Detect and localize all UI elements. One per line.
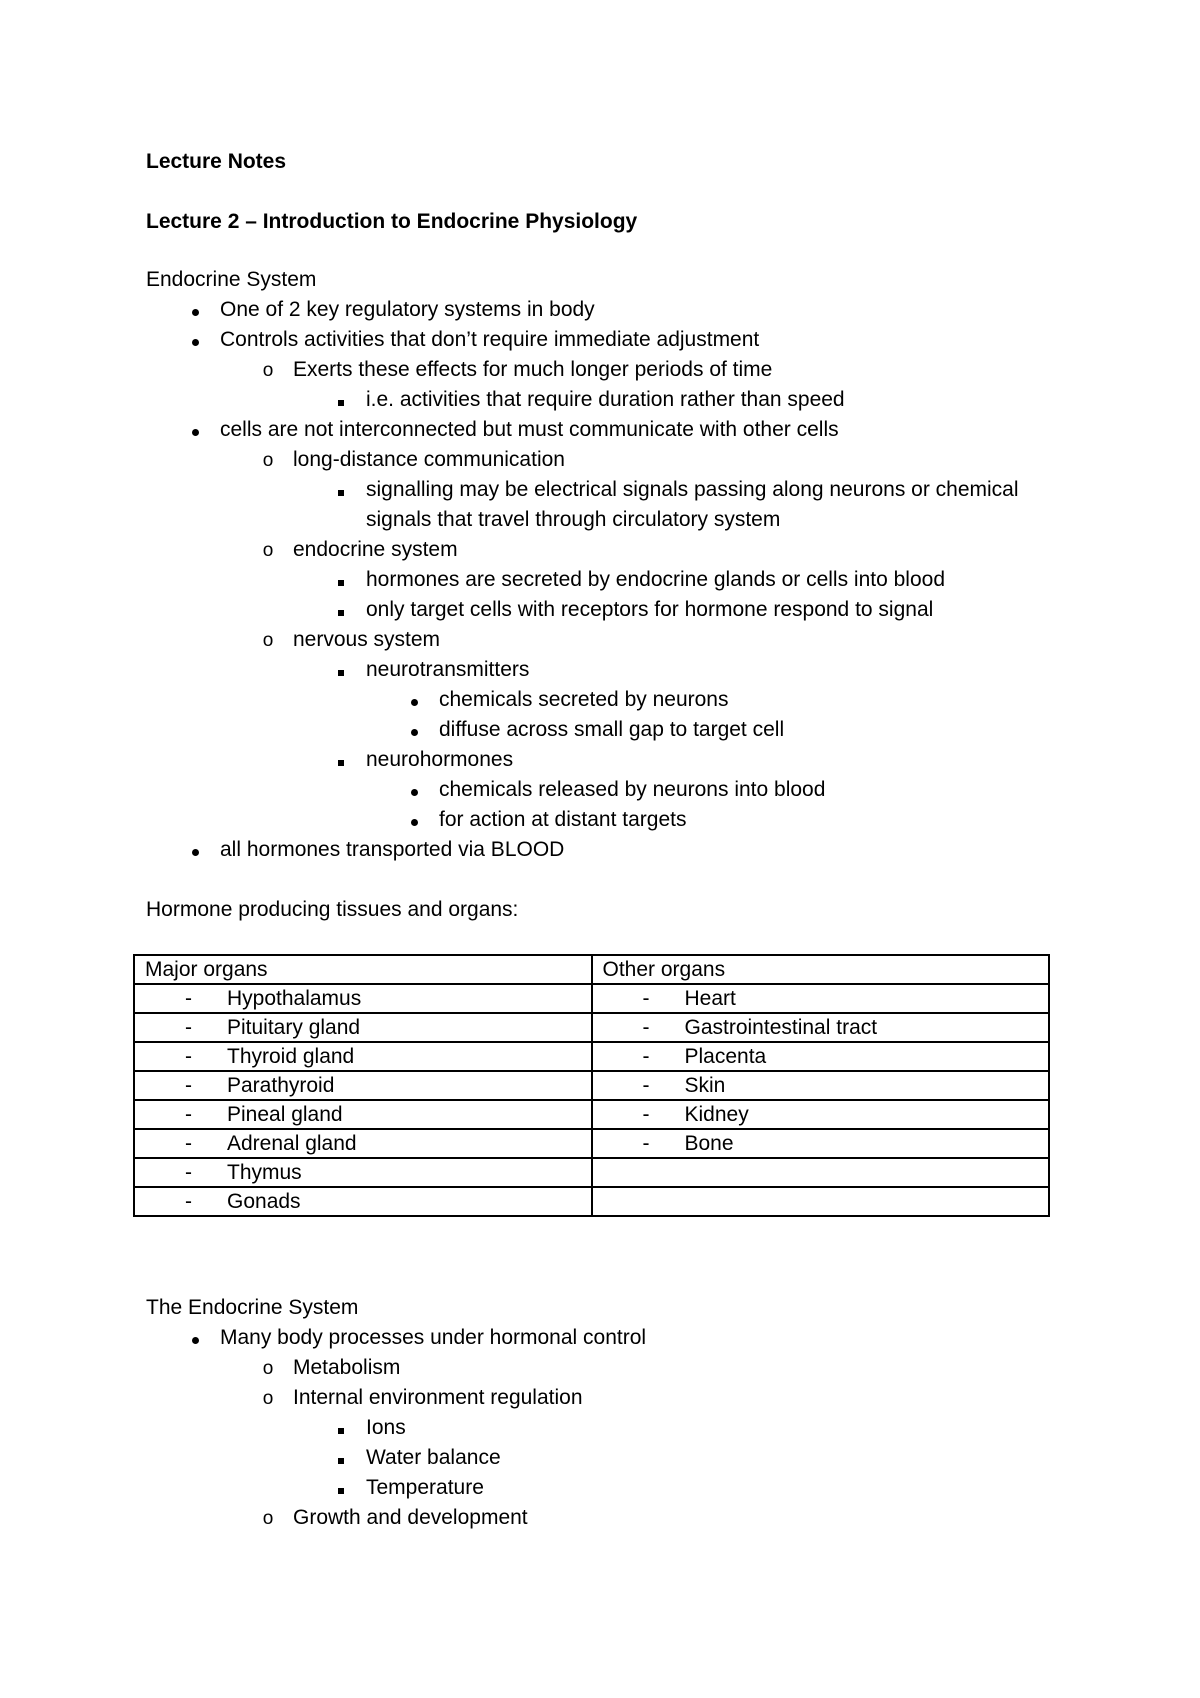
list-item: i.e. activities that require duration rather than speed	[329, 385, 1079, 415]
table-row	[134, 1158, 1049, 1187]
table-row	[134, 1071, 1049, 1100]
organs-table	[133, 954, 1050, 1217]
table-cell: - Thyroid gland	[134, 1042, 592, 1071]
list-item: neurohormones	[329, 745, 1079, 775]
table-row	[134, 1100, 1049, 1129]
bullet-square-icon	[329, 565, 353, 595]
bullet-disc-icon	[183, 325, 207, 355]
list-item: o endocrine system	[256, 535, 1076, 565]
bullet-square-icon	[329, 1443, 353, 1473]
bullet-disc-icon	[183, 295, 207, 325]
bullet-disc-icon	[183, 835, 207, 865]
list-item: chemicals secreted by neurons	[402, 685, 1082, 715]
list-item: o Internal environment regulation	[256, 1383, 1076, 1413]
table-row	[134, 1042, 1049, 1071]
list-item: Temperature	[329, 1473, 1079, 1503]
bullet-disc-icon	[402, 685, 426, 715]
bullet-circle-icon: o	[262, 450, 274, 471]
list-item-continuation: signals that travel through circulatory system	[366, 508, 781, 531]
list-item: diffuse across small gap to target cell	[402, 715, 1082, 745]
list-item: signalling may be electrical signals passing along neurons or chemical	[329, 475, 1079, 505]
table-header-row	[134, 955, 1049, 984]
table-cell: - Adrenal gland	[134, 1129, 592, 1158]
list-item: chemicals released by neurons into blood	[402, 775, 1082, 805]
table-cell-empty	[592, 1158, 1050, 1187]
list-item: only target cells with receptors for hormone respond to signal	[329, 595, 1079, 625]
bullet-square-icon	[329, 655, 353, 685]
list-item: o Growth and development	[256, 1503, 1076, 1533]
column-header-other: Other organs	[592, 955, 1050, 984]
table-cell-empty	[592, 1187, 1050, 1216]
section-title-the-endocrine-system: The Endocrine System	[146, 1296, 359, 1319]
table-row	[134, 1013, 1049, 1042]
table-cell: - Hypothalamus	[134, 984, 592, 1013]
list-item: o Metabolism	[256, 1353, 1076, 1383]
table-cell: - Gonads	[134, 1187, 592, 1216]
bullet-disc-icon	[402, 805, 426, 835]
bullet-circle-icon: o	[262, 1508, 274, 1529]
table-row	[134, 1187, 1049, 1216]
doc-heading: Lecture Notes	[146, 150, 287, 173]
table-cell: - Parathyroid	[134, 1071, 592, 1100]
list-item: hormones are secreted by endocrine glands or cells into blood	[329, 565, 1079, 595]
bullet-circle-icon: o	[262, 1388, 274, 1409]
list-item: o Exerts these effects for much longer periods of time	[256, 355, 1076, 385]
bullet-square-icon	[329, 1473, 353, 1503]
bullet-square-icon	[329, 595, 353, 625]
list-item: One of 2 key regulatory systems in body	[183, 295, 1083, 325]
table-cell: - Pineal gland	[134, 1100, 592, 1129]
table-row	[134, 1129, 1049, 1158]
table-cell: - Thymus	[134, 1158, 592, 1187]
list-item: o long-distance communication	[256, 445, 1076, 475]
bullet-square-icon	[329, 745, 353, 775]
table-cell: - Bone	[592, 1129, 1050, 1158]
table-cell: - Pituitary gland	[134, 1013, 592, 1042]
list-item: o nervous system	[256, 625, 1076, 655]
column-header-major: Major organs	[134, 955, 592, 984]
table-cell: - Kidney	[592, 1100, 1050, 1129]
bullet-disc-icon	[183, 415, 207, 445]
section-title-tissues: Hormone producing tissues and organs:	[146, 898, 519, 921]
bullet-square-icon	[329, 385, 353, 415]
bullet-circle-icon: o	[262, 630, 274, 651]
bullet-square-icon	[329, 475, 353, 505]
table-row	[134, 984, 1049, 1013]
list-item: cells are not interconnected but must communicate with other cells	[183, 415, 1083, 445]
lecture-title: Lecture 2 – Introduction to Endocrine Physiology	[146, 210, 638, 233]
list-item: all hormones transported via BLOOD	[183, 835, 1083, 865]
bullet-circle-icon: o	[262, 1358, 274, 1379]
list-item: Ions	[329, 1413, 1079, 1443]
section-title-endocrine-system: Endocrine System	[146, 268, 317, 291]
list-item: Controls activities that don’t require immediate adjustment	[183, 325, 1083, 355]
table-cell: - Placenta	[592, 1042, 1050, 1071]
bullet-circle-icon: o	[262, 360, 274, 381]
bullet-square-icon	[329, 1413, 353, 1443]
bullet-disc-icon	[402, 775, 426, 805]
bullet-disc-icon	[402, 715, 426, 745]
table-cell: - Gastrointestinal tract	[592, 1013, 1050, 1042]
list-item: neurotransmitters	[329, 655, 1079, 685]
table-cell: - Heart	[592, 984, 1050, 1013]
table-cell: - Skin	[592, 1071, 1050, 1100]
list-item: for action at distant targets	[402, 805, 1082, 835]
bullet-disc-icon	[183, 1323, 207, 1353]
bullet-circle-icon: o	[262, 540, 274, 561]
list-item: Many body processes under hormonal control	[183, 1323, 1083, 1353]
list-item: Water balance	[329, 1443, 1079, 1473]
